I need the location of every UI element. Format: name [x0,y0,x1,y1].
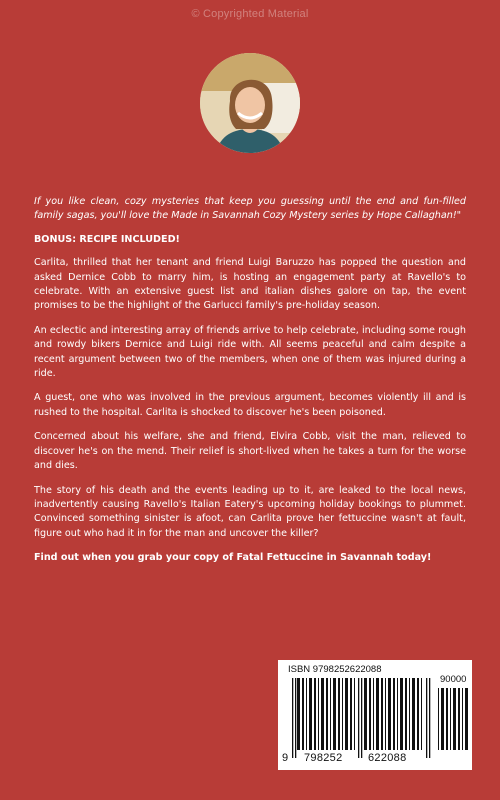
bonus-heading: BONUS: RECIPE INCLUDED! [34,233,180,245]
blurb-paragraph: An eclectic and interesting array of friends arrive to help celebrate, including some rough and rowdy bikers Dernice and Luigi ride with. All seems peaceful and calm despite a recent argument between two of the members, when one of them was injured during a ride. [34,324,466,380]
barcode-bar [345,678,348,750]
barcode-bar [397,678,398,750]
addon-bar [446,688,448,750]
addon-bar [438,688,439,750]
isbn-label: ISBN 9798252622088 [288,664,382,675]
blurb-paragraph: Concerned about his welfare, she and friend, Elvira Cobb, visit the man, relieved to discover he's on the mend. Their relief is short-lived when he takes a turn for the worse and dies. [34,431,466,472]
copyright-watermark: © Copyrighted Material [191,8,309,20]
barcode-bar [302,678,304,750]
barcode-bar [373,678,374,750]
barcode-bar [376,678,379,750]
barcode-bar [400,678,403,750]
barcode-bar [306,678,307,750]
barcode-bar [333,678,336,750]
barcode-digit-first: 9 [282,752,289,764]
barcode-bar [385,678,386,750]
barcode-guard-bar [426,678,427,758]
barcode-digit-group-2: 622088 [368,752,407,764]
blurb-paragraph: A guest, one who was involved in the previous argument, becomes violently ill and is rushed to the hospital. Carlita is shocked to discover he's been poisoned. [34,392,466,418]
price-code: 90000 [440,674,467,685]
barcode-guard-bar [429,678,430,758]
addon-bar [462,688,463,750]
intro-paragraph: If you like clean, cozy mysteries that keep you guessing until the end and fun-filled family sagas, you'll love the Made in Savannah Cozy Mystery series by Hope Callaghan!" [34,196,466,222]
barcode-bar [388,678,391,750]
barcode-bar [364,678,367,750]
barcode-guard-bar [358,678,359,758]
barcode-guard-bar [292,678,293,758]
barcode-bar [318,678,319,750]
barcode-bar [381,678,383,750]
barcode-bar [405,678,407,750]
back-cover-blurb [34,195,466,576]
barcode-bar [417,678,419,750]
addon-bar [453,688,456,750]
barcode-guard-bar [361,678,362,758]
barcode-bar [321,678,324,750]
barcode-bar [350,678,352,750]
barcode-bar [369,678,371,750]
addon-bar [465,688,468,750]
barcode-bar [409,678,410,750]
barcode-guard-bar [295,678,296,758]
call-to-action: Find out when you grab your copy of Fatal Fettuccine in Savannah today! [34,552,432,564]
isbn-barcode [278,660,472,770]
barcode-bar [314,678,316,750]
barcode-bar [421,678,422,750]
barcode-bar [338,678,340,750]
barcode-bar [309,678,312,750]
barcode-bar [330,678,331,750]
blurb-paragraph: The story of his death and the events leading up to it, are leaked to the local news, inadvertently causing Ravello's Italian Eatery's upcoming holiday bookings to plummet. Convinced something sinister is afoot, can Carlita prove her fettuccine wasn't at fault, figure out who had it in for the man and uncover the killer? [34,484,466,539]
addon-bar [441,688,444,750]
barcode-bar [297,678,300,750]
addon-bar [450,688,451,750]
barcode-bar [393,678,395,750]
barcode-bar [354,678,355,750]
addon-bar [458,688,460,750]
barcode-bar [326,678,328,750]
barcode-bar [412,678,415,750]
blurb-paragraph: Carlita, thrilled that her tenant and friend Luigi Baruzzo has popped the question and asked Dernice Cobb to marry him, is hosting an engagement party at Ravello's to celebrate. With an extensive guest list and italian dishes galore on tap, the event promises to be the highlight of the Garlucci family's pre-holiday season. [34,257,466,312]
barcode-bar [342,678,343,750]
author-photo [200,53,300,153]
barcode-digit-group-1: 798252 [304,752,343,764]
